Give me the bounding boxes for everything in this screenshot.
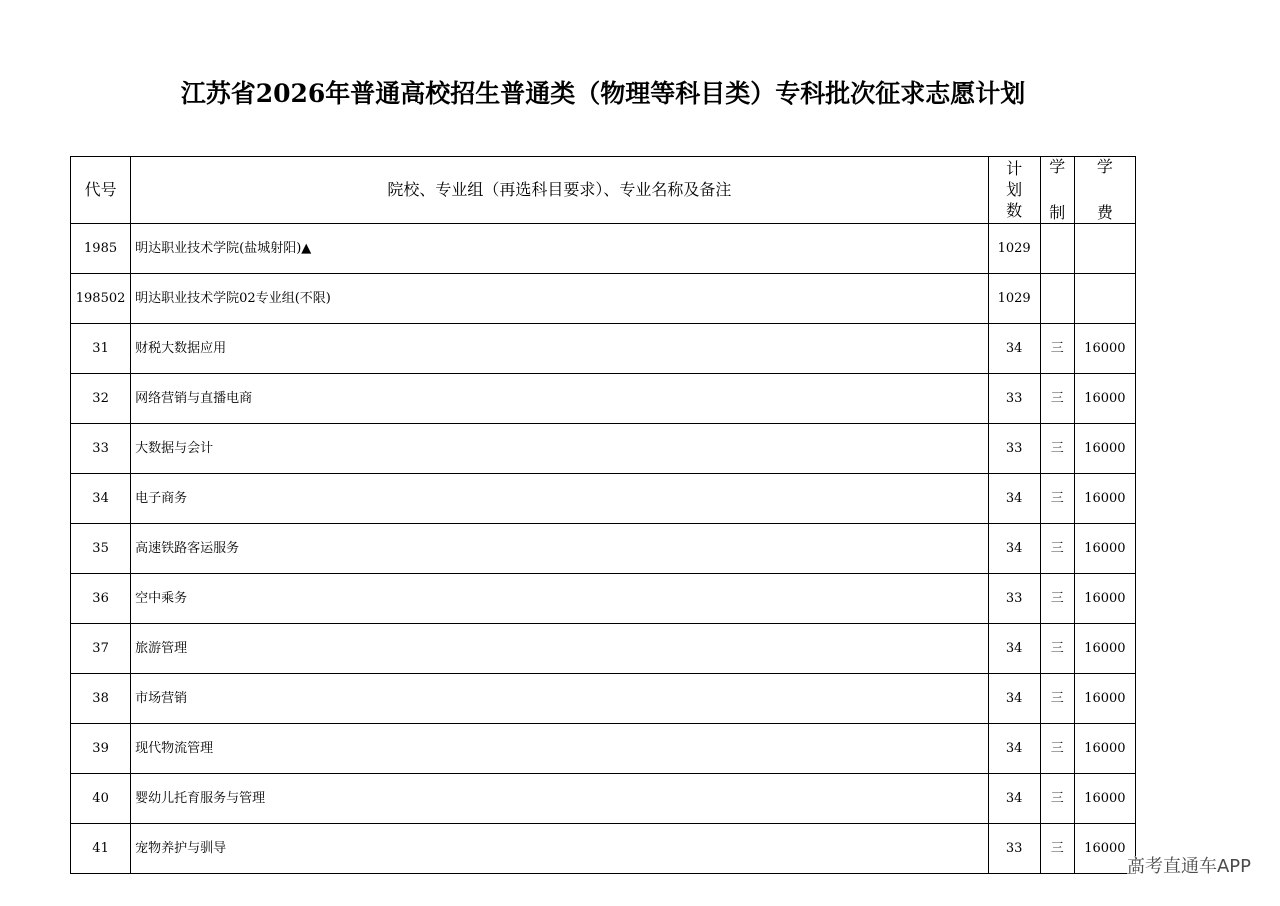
- table-row: [71, 224, 1136, 274]
- table-row: [71, 324, 1136, 374]
- cell-name: 电子商务: [131, 474, 988, 524]
- cell-name: 网络营销与直播电商: [131, 374, 988, 424]
- table-row: [71, 524, 1136, 574]
- cell-code: 1985: [71, 224, 131, 274]
- table-row: [71, 724, 1136, 774]
- cell-fee: 16000: [1074, 474, 1135, 524]
- header-duration-char: 制: [1049, 203, 1066, 222]
- cell-duration: 三: [1040, 724, 1074, 774]
- enrollment-plan-table: [70, 156, 1136, 874]
- cell-name: 明达职业技术学院02专业组(不限): [131, 274, 988, 324]
- header-duration-char: 学: [1049, 157, 1066, 176]
- watermark-text: 高考直通车APP: [1126, 856, 1251, 877]
- header-plan-count: [988, 157, 1040, 224]
- cell-fee: 16000: [1074, 574, 1135, 624]
- table-row: [71, 274, 1136, 324]
- header-name: 院校、专业组（再选科目要求）、专业名称及备注: [131, 157, 988, 224]
- cell-code: 33: [71, 424, 131, 474]
- cell-name: 现代物流管理: [131, 724, 988, 774]
- cell-fee: 16000: [1074, 324, 1135, 374]
- cell-code: 41: [71, 824, 131, 874]
- cell-name: 婴幼儿托育服务与管理: [131, 774, 988, 824]
- cell-plan: 34: [988, 624, 1040, 674]
- cell-name: 旅游管理: [131, 624, 988, 674]
- header-duration: [1040, 157, 1074, 224]
- cell-name: 空中乘务: [131, 574, 988, 624]
- document-title: 江苏省2026年普通高校招生普通类（物理等科目类）专科批次征求志愿计划: [180, 79, 1026, 108]
- cell-code: 32: [71, 374, 131, 424]
- cell-fee: 16000: [1074, 724, 1135, 774]
- cell-plan: 33: [988, 374, 1040, 424]
- cell-plan: 1029: [988, 224, 1040, 274]
- cell-duration: 三: [1040, 574, 1074, 624]
- cell-name: 宠物养护与驯导: [131, 824, 988, 874]
- cell-duration: 三: [1040, 674, 1074, 724]
- header-plan-count-char: 划: [1006, 180, 1023, 199]
- cell-fee: 16000: [1074, 524, 1135, 574]
- cell-plan: 1029: [988, 274, 1040, 324]
- cell-duration: 三: [1040, 374, 1074, 424]
- cell-duration: [1040, 224, 1074, 274]
- cell-fee: 16000: [1074, 674, 1135, 724]
- cell-duration: 三: [1040, 424, 1074, 474]
- cell-duration: 三: [1040, 824, 1074, 874]
- cell-name: 明达职业技术学院(盐城射阳)▲: [131, 224, 988, 274]
- cell-fee: 16000: [1074, 824, 1135, 874]
- cell-plan: 33: [988, 824, 1040, 874]
- cell-plan: 34: [988, 324, 1040, 374]
- cell-fee: 16000: [1074, 424, 1135, 474]
- cell-code: 31: [71, 324, 131, 374]
- table-row: [71, 674, 1136, 724]
- cell-code: 39: [71, 724, 131, 774]
- table-row: [71, 574, 1136, 624]
- cell-code: 198502: [71, 274, 131, 324]
- cell-name: 高速铁路客运服务: [131, 524, 988, 574]
- cell-duration: 三: [1040, 774, 1074, 824]
- table-row: [71, 474, 1136, 524]
- cell-plan: 34: [988, 524, 1040, 574]
- cell-code: 35: [71, 524, 131, 574]
- cell-fee: 16000: [1074, 774, 1135, 824]
- cell-code: 37: [71, 624, 131, 674]
- cell-fee: 16000: [1074, 374, 1135, 424]
- header-code: 代号: [71, 157, 131, 224]
- cell-plan: 34: [988, 724, 1040, 774]
- cell-plan: 33: [988, 424, 1040, 474]
- table-row: [71, 424, 1136, 474]
- cell-plan: 34: [988, 474, 1040, 524]
- cell-code: 36: [71, 574, 131, 624]
- cell-fee: [1074, 224, 1135, 274]
- cell-duration: [1040, 274, 1074, 324]
- table-row: [71, 824, 1136, 874]
- cell-plan: 34: [988, 774, 1040, 824]
- cell-plan: 34: [988, 674, 1040, 724]
- cell-name: 大数据与会计: [131, 424, 988, 474]
- cell-name: 财税大数据应用: [131, 324, 988, 374]
- header-plan-count-char: 计: [1006, 159, 1023, 178]
- header-fee-char: 费: [1096, 203, 1113, 222]
- table-header-row: [71, 157, 1136, 224]
- cell-name: 市场营销: [131, 674, 988, 724]
- cell-duration: 三: [1040, 324, 1074, 374]
- header-plan-count-char: 数: [1006, 201, 1023, 220]
- cell-duration: 三: [1040, 474, 1074, 524]
- cell-code: 34: [71, 474, 131, 524]
- cell-duration: 三: [1040, 524, 1074, 574]
- header-fee-char: 学: [1096, 157, 1113, 176]
- table-row: [71, 624, 1136, 674]
- cell-fee: [1074, 274, 1135, 324]
- cell-code: 38: [71, 674, 131, 724]
- table-row: [71, 374, 1136, 424]
- cell-duration: 三: [1040, 624, 1074, 674]
- header-fee: [1074, 157, 1135, 224]
- table-row: [71, 774, 1136, 824]
- cell-fee: 16000: [1074, 624, 1135, 674]
- cell-plan: 33: [988, 574, 1040, 624]
- cell-code: 40: [71, 774, 131, 824]
